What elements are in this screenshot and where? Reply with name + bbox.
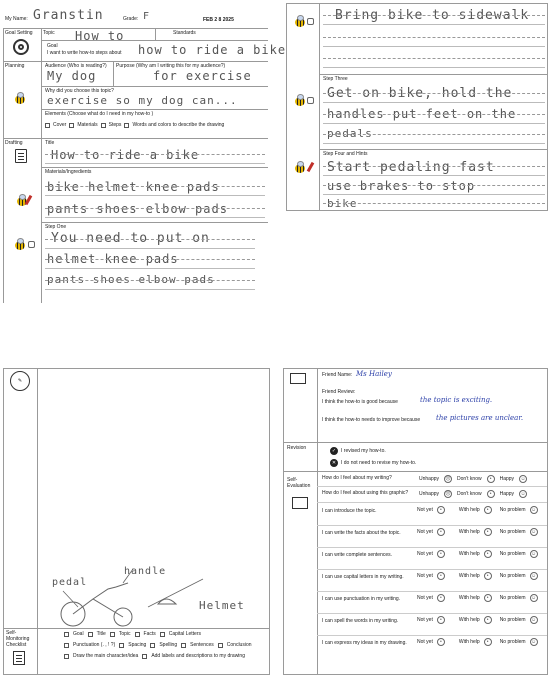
materials-label: Materials/Ingredients <box>45 169 92 175</box>
face-icon[interactable]: • <box>484 550 492 558</box>
can-row <box>317 548 547 570</box>
happy-face-icon[interactable]: ☺ <box>520 476 526 482</box>
pencil-icon <box>307 162 315 172</box>
face-icon[interactable]: • <box>484 594 492 602</box>
feel-option[interactable]: Happy <box>499 476 515 482</box>
feel-graphic-label: How do I feel about using this graphic? <box>322 490 409 496</box>
can-row <box>317 504 547 526</box>
checklist-item: Draw the main character/idea <box>73 653 139 659</box>
can-option[interactable]: With help <box>458 639 480 645</box>
bee-icon <box>295 97 305 106</box>
speaker-icon <box>28 241 35 248</box>
goal-setting-label: Goal Setting <box>5 30 33 36</box>
topic-value: How to <box>75 29 125 43</box>
revision-option[interactable] <box>330 447 386 455</box>
face-icon[interactable]: ☺ <box>530 507 537 513</box>
can-item-label: I can write complete sentences. <box>322 552 393 558</box>
purpose-value: for exercise <box>153 69 252 83</box>
step-three-label: Step Three <box>323 76 348 82</box>
improve-text: I think the how-to needs to improve because <box>322 417 421 423</box>
drawing-badge-icon: ✎ <box>10 371 30 391</box>
checklist-item: Goal <box>73 631 84 637</box>
face-icon[interactable]: • <box>484 506 492 514</box>
checkbox[interactable] <box>64 654 69 659</box>
can-option[interactable]: No problem <box>499 595 526 601</box>
element-item: Materials <box>77 122 98 128</box>
improve-value: the pictures are unclear. <box>436 414 524 422</box>
checkbox[interactable] <box>218 643 223 648</box>
bee-icon <box>15 241 25 250</box>
clipboard-icon <box>15 149 27 163</box>
element-item: Words and colors to describe the drawing <box>132 122 225 128</box>
not-revised-text: I do not need to revise my how-to. <box>341 460 417 466</box>
checkbox[interactable] <box>101 123 106 128</box>
revision-label: Revision <box>287 445 307 451</box>
feel-options <box>419 490 527 498</box>
step-one-value-3: pants shoes elbow pads <box>47 273 215 286</box>
face-icon[interactable]: ☺ <box>530 595 537 601</box>
can-option[interactable]: With help <box>458 573 480 579</box>
revision-option[interactable] <box>330 459 416 467</box>
step-three-value-3: pedals <box>327 127 373 140</box>
face-icon[interactable]: • <box>437 506 445 514</box>
step-four-value-2: use brakes to stop <box>327 179 476 193</box>
checklist-item: Title <box>96 631 106 637</box>
checkbox[interactable] <box>110 632 115 637</box>
can-option[interactable]: No problem <box>499 529 526 535</box>
bee-icon <box>295 18 305 27</box>
worksheet-page-review <box>283 368 548 675</box>
happy-face-icon[interactable]: ☺ <box>520 491 526 497</box>
checklist-item: Add labels and descriptions to my drawing <box>151 653 245 659</box>
face-icon[interactable]: ☺ <box>530 617 537 623</box>
date-stamp: FEB 2 8 2025 <box>203 17 234 23</box>
step-one-value-2: helmet knee pads <box>47 252 179 266</box>
grade-label: Grade: <box>123 16 139 22</box>
can-option[interactable]: Not yet <box>417 573 433 579</box>
checkbox[interactable] <box>150 643 155 648</box>
can-item-label: I can express my ideas in my drawing. <box>322 640 407 646</box>
can-option[interactable]: No problem <box>499 551 526 557</box>
standards-label: Standards <box>173 30 196 36</box>
worksheet-page-steps <box>286 3 548 211</box>
checkbox[interactable] <box>88 632 93 637</box>
step-one-value: You need to put on <box>51 231 210 246</box>
can-item-label: I can use punctuation in my writing. <box>322 596 401 602</box>
can-item-label: I can spell the words in my writing. <box>322 618 399 624</box>
x-circle-icon: ✕ <box>331 460 337 466</box>
checkbox[interactable] <box>142 654 147 659</box>
face-icon[interactable]: • <box>437 616 445 624</box>
helmet-drawing <box>158 599 176 604</box>
bee-icon <box>295 164 305 173</box>
step-two-value: Bring bike to sidewalk <box>335 8 530 23</box>
face-icon[interactable]: • <box>437 638 445 646</box>
feel-option[interactable]: Unhappy <box>419 476 440 482</box>
topic-label: Topic <box>43 30 55 36</box>
drawing-label-pedal: pedal <box>52 577 88 588</box>
elements-label: Elements (Choose what do I need in my how-to ) <box>45 111 154 117</box>
my-name-value: Granstin <box>33 8 104 23</box>
why-topic-value: exercise so my dog can... <box>47 94 238 107</box>
can-option[interactable]: With help <box>458 595 480 601</box>
feel-option[interactable]: Unhappy <box>419 491 440 497</box>
why-topic-label: Why did you choose this topic? <box>45 88 114 94</box>
goal-text: I want to write how-to steps about <box>47 50 122 56</box>
face-icon[interactable]: ☺ <box>530 551 537 557</box>
checklist-item: Punctuation (. , ! ?) <box>73 642 116 648</box>
goal-label: Goal <box>47 43 58 49</box>
friend-review-label: Friend Review: <box>322 389 356 395</box>
can-item-label: I can use capital letters in my writing. <box>322 574 404 580</box>
checklist-item: Sentences <box>190 642 214 648</box>
can-option[interactable]: No problem <box>499 617 526 623</box>
can-row <box>317 526 547 548</box>
checklist-label: Self-Monitoring Checklist <box>6 630 30 648</box>
checklist-row <box>64 631 201 637</box>
neutral-face-icon[interactable]: • <box>487 490 495 498</box>
step-four-value: Start pedaling fast <box>327 160 495 175</box>
checklist-item: Topic <box>118 631 131 637</box>
checklist-item: Spacing <box>128 642 147 648</box>
feel-option[interactable]: Don't know <box>457 491 482 497</box>
face-icon[interactable]: ☺ <box>530 639 537 645</box>
face-icon[interactable]: • <box>437 528 445 536</box>
feel-option[interactable]: Happy <box>499 491 515 497</box>
step-three-value: Get on bike, hold the <box>327 86 513 101</box>
checkbox[interactable] <box>135 632 140 637</box>
checkbox[interactable] <box>124 123 129 128</box>
my-name-label: My Name: <box>5 16 28 22</box>
good-text: I think the how-to is good because <box>322 399 398 405</box>
face-icon[interactable]: ☺ <box>530 573 537 579</box>
face-icon[interactable]: • <box>484 616 492 624</box>
can-option[interactable]: With help <box>458 507 480 513</box>
planning-label: Planning <box>5 63 25 69</box>
step-four-value-3: bike <box>327 197 358 210</box>
bee-icon <box>15 95 25 104</box>
audience-value: My dog <box>47 69 97 83</box>
good-value: the topic is exciting. <box>420 396 493 404</box>
can-option[interactable]: Not yet <box>417 529 433 535</box>
drafting-label: Drafting <box>5 140 23 146</box>
can-row <box>317 592 547 614</box>
drawing-label-handle: handle <box>124 566 167 577</box>
step-three-value-2: handles put feet on the <box>327 107 517 121</box>
friend-name-label: Friend Name: <box>322 372 353 378</box>
feel-writing-label: How do I feel about my writing? <box>322 475 392 481</box>
feel-options <box>419 475 527 483</box>
checklist-item: Conclusion <box>226 642 252 648</box>
face-icon[interactable]: • <box>437 550 445 558</box>
materials-value-2: pants shoes elbow pads <box>47 202 228 216</box>
grade-value: F <box>143 11 151 22</box>
checkbox[interactable] <box>64 632 69 637</box>
speaker-icon <box>307 97 314 104</box>
check-circle-icon: ✓ <box>331 448 337 454</box>
bike-handle <box>116 583 128 587</box>
elements-row <box>45 122 224 128</box>
feel-option[interactable]: Don't know <box>457 476 482 482</box>
face-icon[interactable]: • <box>437 572 445 580</box>
can-item-label: I can write the facts about the topic. <box>322 530 401 536</box>
step-one-label: Step One <box>45 224 67 230</box>
can-option[interactable]: Not yet <box>417 551 433 557</box>
worksheet-page-planning <box>3 3 287 303</box>
can-option[interactable]: Not yet <box>417 639 433 645</box>
can-option[interactable]: No problem <box>499 639 526 645</box>
face-icon[interactable]: • <box>437 594 445 602</box>
checkbox[interactable] <box>160 632 165 637</box>
can-row <box>317 614 547 636</box>
checklist-row <box>64 642 252 648</box>
can-option[interactable]: No problem <box>499 507 526 513</box>
can-row <box>317 570 547 592</box>
drawing-label-helmet: Helmet <box>199 599 245 612</box>
goal-value: how to ride a bike <box>138 43 287 57</box>
can-row <box>317 636 547 658</box>
neutral-face-icon[interactable]: • <box>487 475 495 483</box>
can-option[interactable]: Not yet <box>417 507 433 513</box>
computer-icon <box>290 373 306 384</box>
target-icon <box>13 39 29 55</box>
checkbox[interactable] <box>69 123 74 128</box>
step-four-label: Step Four and Hints <box>323 151 368 157</box>
bike-frame <box>73 587 123 617</box>
can-item-label: I can introduce the topic. <box>322 508 377 514</box>
element-item: Steps <box>108 122 122 128</box>
can-option[interactable]: Not yet <box>417 595 433 601</box>
self-eval-label: Self-Evaluation <box>287 477 311 489</box>
worksheet-page-drawing <box>3 368 270 675</box>
sad-face-icon[interactable]: ☹ <box>445 476 451 482</box>
audience-label: Audience (Who is reading?) <box>45 63 107 69</box>
element-item: Cover <box>53 122 67 128</box>
revised-text: I revised my how-to. <box>341 448 386 454</box>
speaker-icon <box>307 18 314 25</box>
checklist-icon <box>13 651 25 665</box>
monitor-icon <box>292 497 308 509</box>
checklist-item: Capital Letters <box>168 631 201 637</box>
sad-face-icon[interactable]: ☹ <box>445 491 451 497</box>
can-option[interactable]: No problem <box>499 573 526 579</box>
can-option[interactable]: Not yet <box>417 617 433 623</box>
can-option[interactable]: With help <box>458 551 480 557</box>
can-option[interactable]: With help <box>458 529 480 535</box>
can-option[interactable]: With help <box>458 617 480 623</box>
checkbox[interactable] <box>64 643 69 648</box>
purpose-label: Purpose (Why am I writing this for my audience?) <box>116 63 226 69</box>
face-icon[interactable]: • <box>484 528 492 536</box>
friend-name-value: Ms Hailey <box>356 370 392 378</box>
checklist-item: Facts <box>143 631 156 637</box>
materials-value: bike helmet knee pads <box>47 180 220 194</box>
face-icon[interactable]: ☺ <box>530 529 537 535</box>
checklist-row <box>64 653 245 659</box>
checkbox[interactable] <box>119 643 124 648</box>
face-icon[interactable]: • <box>484 572 492 580</box>
title-value: How to ride a bike <box>51 148 200 162</box>
title-label: Title <box>45 140 55 146</box>
face-icon[interactable]: • <box>484 638 492 646</box>
checkbox[interactable] <box>181 643 186 648</box>
checkbox[interactable] <box>45 123 50 128</box>
checklist-item: Spelling <box>159 642 178 648</box>
